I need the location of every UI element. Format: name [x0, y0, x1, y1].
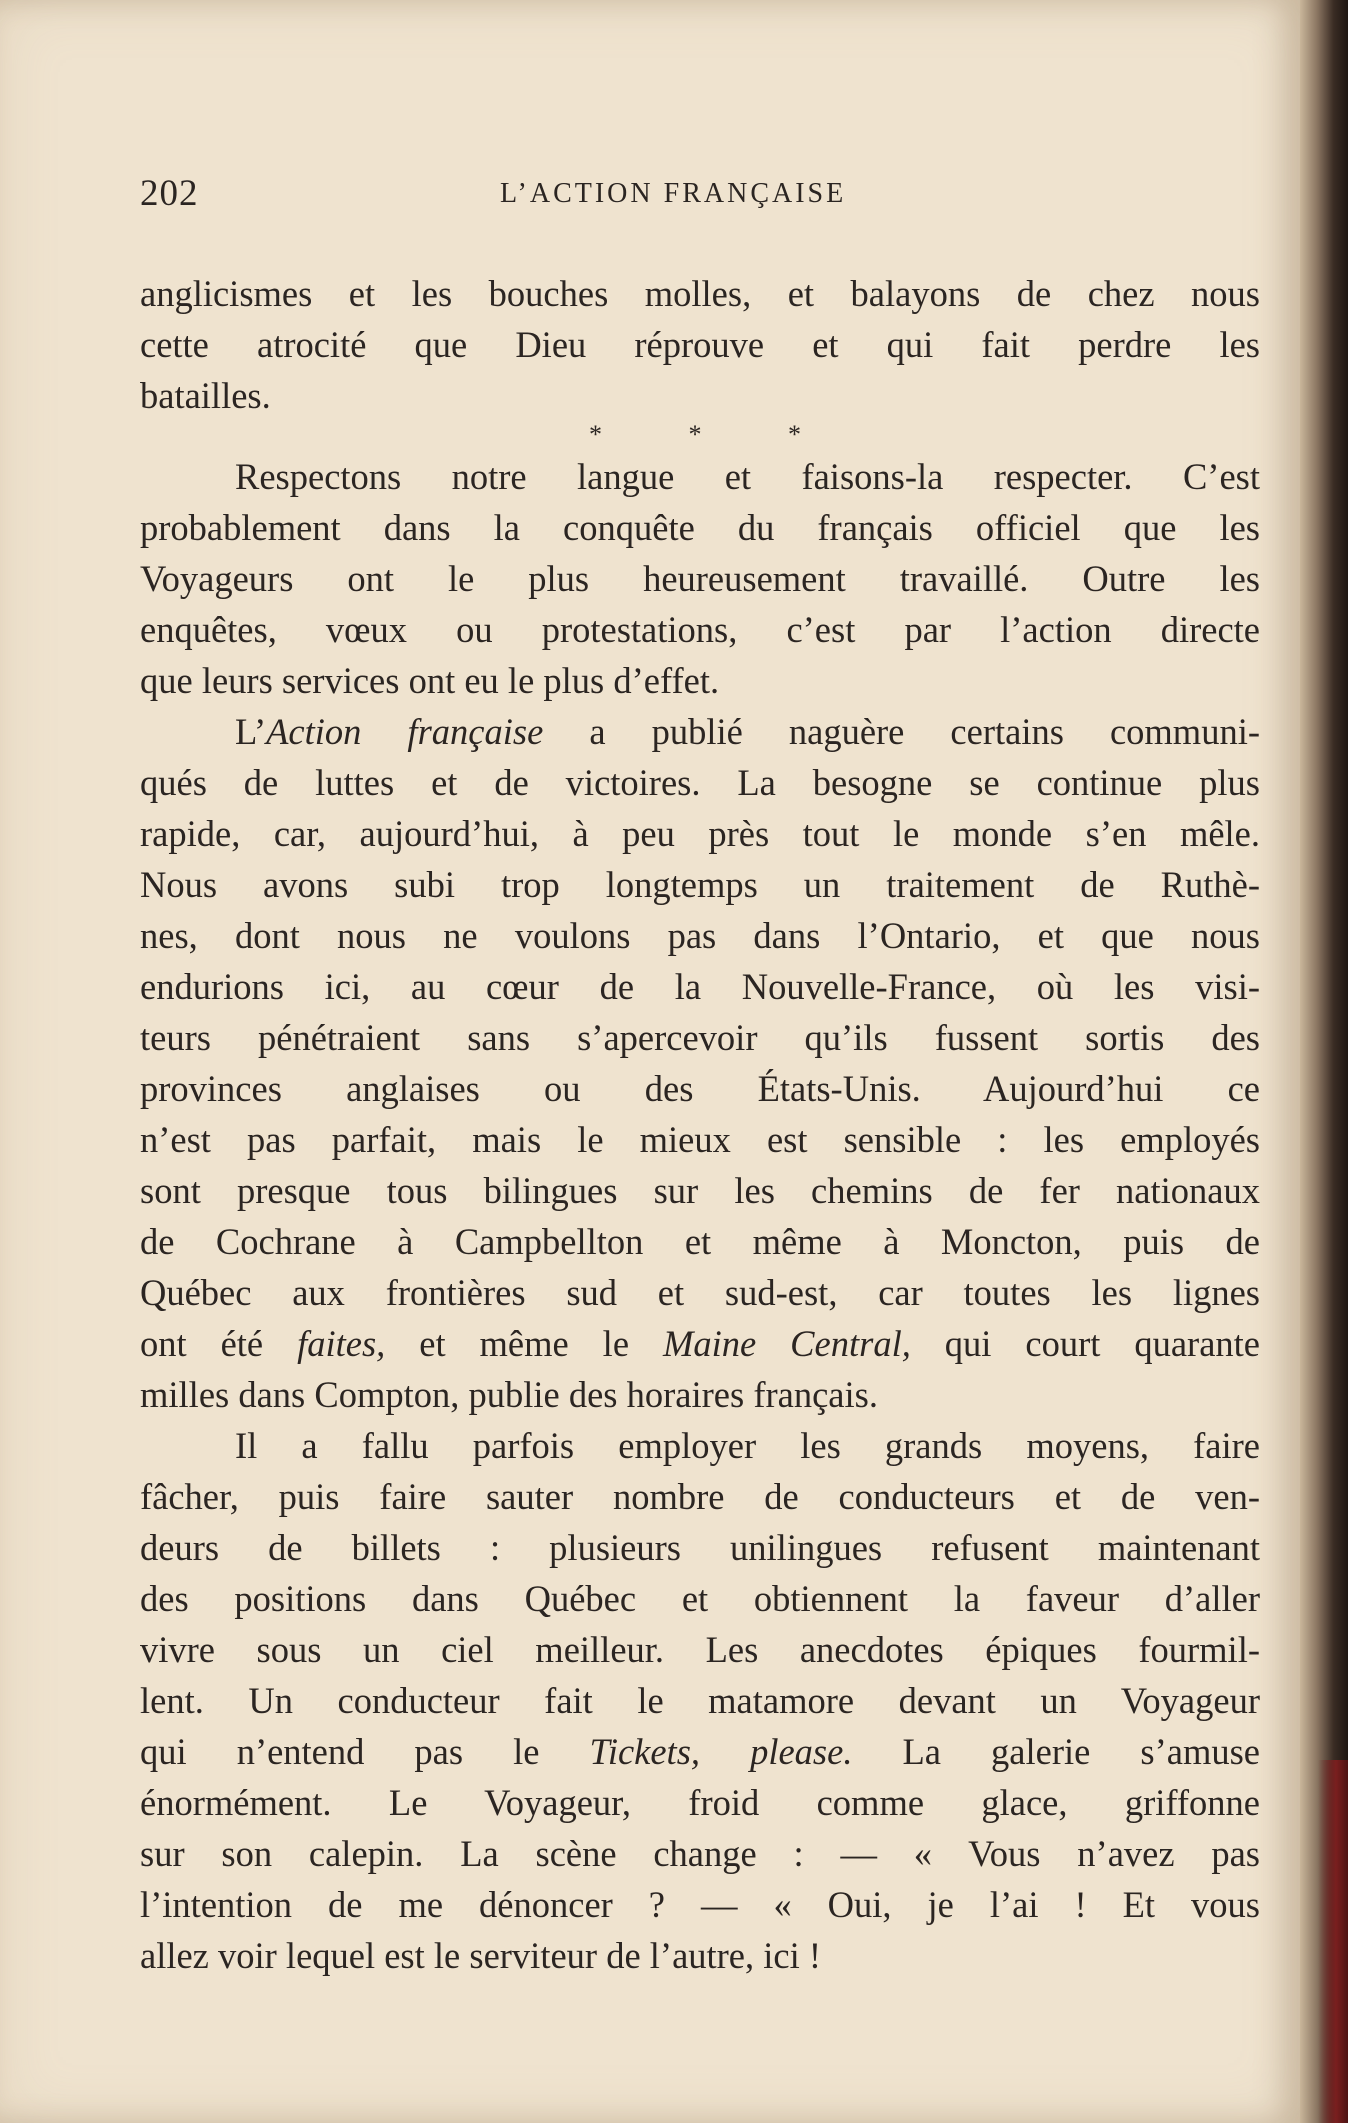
text-line: Québec aux frontières sud et sud-est, car toutes les lignes	[140, 1272, 1260, 1313]
italic-title: Maine Central,	[662, 1323, 911, 1364]
text-line: allez voir lequel est le serviteur de l’autre, ici !	[140, 1935, 822, 1976]
text-line: des positions dans Québec et obtiennent la faveur d’aller	[140, 1578, 1260, 1619]
text-line: nes, dont nous ne voulons pas dans l’Ontario, et que nous	[140, 915, 1260, 956]
text-run: a publié naguère certains communi-	[543, 711, 1260, 752]
text-line: batailles.	[140, 375, 271, 416]
text-run: La galerie s’amuse	[852, 1731, 1260, 1772]
text-run: L’	[235, 711, 267, 752]
body-text	[140, 268, 1260, 1981]
page-number: 202	[140, 173, 199, 214]
text-line: Il a fallu parfois employer les grands moyens, faire	[235, 1425, 1260, 1466]
text-line: teurs pénétraient sans s’apercevoir qu’ils fussent sortis des	[140, 1017, 1260, 1058]
text-line: l’intention de me dénoncer ? — « Oui, je l’ai ! Et vous	[140, 1884, 1260, 1925]
text-line: deurs de billets : plusieurs unilingues refusent maintenant	[140, 1527, 1260, 1568]
text-line: vivre sous un ciel meilleur. Les anecdotes épiques fourmil-	[140, 1629, 1260, 1670]
text-line: Voyageurs ont le plus heureusement travaillé. Outre les	[140, 558, 1260, 599]
text-line: fâcher, puis faire sauter nombre de conducteurs et de ven-	[140, 1476, 1260, 1517]
binding-edge	[1318, 1760, 1348, 2123]
text-line: lent. Un conducteur fait le matamore devant un Voyageur	[140, 1680, 1260, 1721]
italic-quote: Tickets, please.	[589, 1731, 853, 1772]
running-title: L’ACTION FRANÇAISE	[500, 178, 847, 209]
page-header	[140, 172, 1270, 222]
text-line: enquêtes, vœux ou protestations, c’est par l’action directe	[140, 609, 1260, 650]
text-line: sont presque tous bilingues sur les chemins de fer nationaux	[140, 1170, 1260, 1211]
italic-word: faites,	[297, 1323, 386, 1364]
text-line	[140, 1726, 1260, 1777]
text-line	[140, 1318, 1260, 1369]
text-line: endurions ici, au cœur de la Nouvelle-France, où les visi-	[140, 966, 1260, 1007]
text-line: cette atrocité que Dieu réprouve et qui fait perdre les	[140, 324, 1260, 365]
text-run: qui n’entend pas le	[140, 1731, 590, 1772]
text-line: probablement dans la conquête du français officiel que les	[140, 507, 1260, 548]
text-line: milles dans Compton, publie des horaires français.	[140, 1374, 878, 1415]
text-line	[140, 706, 1260, 757]
text-line: anglicismes et les bouches molles, et balayons de chez nous	[140, 273, 1260, 314]
text-line: rapide, car, aujourd’hui, à peu près tout le monde s’en mêle.	[140, 813, 1260, 854]
text-line: que leurs services ont eu le plus d’effet.	[140, 660, 720, 701]
text-run: ont été	[140, 1323, 298, 1364]
text-run: et même le	[385, 1323, 663, 1364]
text-line: de Cochrane à Campbellton et même à Moncton, puis de	[140, 1221, 1260, 1262]
text-run: qui court quarante	[910, 1323, 1260, 1364]
text-line: n’est pas parfait, mais le mieux est sensible : les employés	[140, 1119, 1260, 1160]
italic-title: Action française	[266, 711, 544, 752]
text-line: Respectons notre langue et faisons-la respecter. C’est	[235, 456, 1260, 497]
section-break-asterism: * * *	[589, 420, 841, 449]
text-line: qués de luttes et de victoires. La besogne se continue plus	[140, 762, 1260, 803]
text-line: provinces anglaises ou des États-Unis. Aujourd’hui ce	[140, 1068, 1260, 1109]
text-line: Nous avons subi trop longtemps un traitement de Ruthè-	[140, 864, 1260, 905]
text-line: énormément. Le Voyageur, froid comme glace, griffonne	[140, 1782, 1260, 1823]
text-line: sur son calepin. La scène change : — « Vous n’avez pas	[140, 1833, 1260, 1874]
